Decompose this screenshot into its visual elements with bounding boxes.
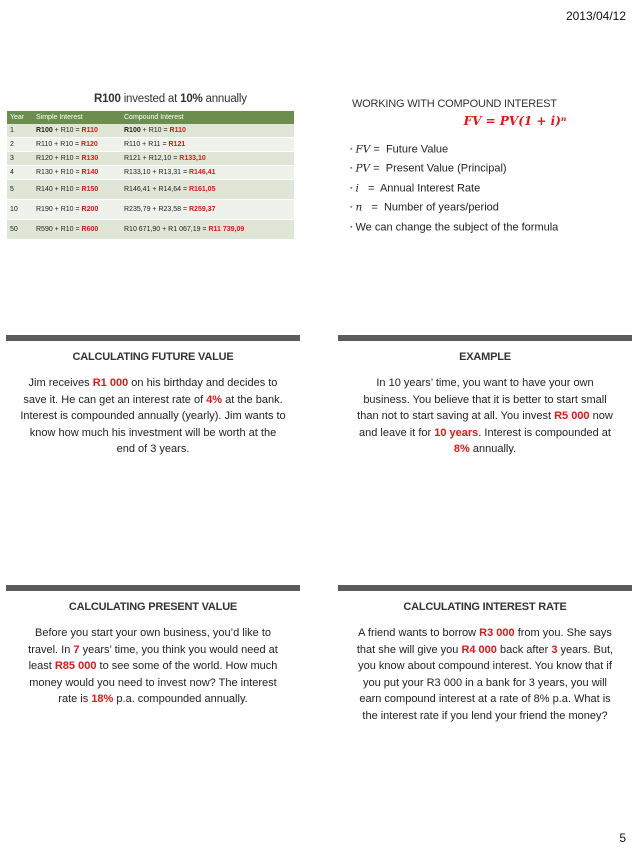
cell-result: R11 739,09	[208, 226, 245, 233]
list-item	[350, 198, 632, 217]
table-row	[7, 138, 294, 152]
list-item	[350, 140, 632, 159]
interest-table	[7, 111, 294, 240]
cell-calc: + R10 =	[52, 127, 82, 134]
slide-interest-rate	[338, 585, 632, 751]
title-rate: 10%	[180, 93, 203, 105]
highlight-rate: 8%	[453, 443, 470, 455]
cell-calc: R590 + R10 =	[36, 226, 82, 233]
cell-result: R110	[169, 127, 186, 134]
cell-calc: R133,10 + R13,31 =	[124, 169, 189, 176]
slide-interest-table	[6, 85, 300, 251]
slide-top-bar	[338, 585, 632, 591]
slide-title	[6, 93, 300, 105]
text-part: years. But, you know about compound interest. You know that if you put your R3 000 in a bank for 3 years, you will earn compound interest at a rate of 8% p.a. What is the interest rate if you lend your friend the money?	[358, 643, 614, 722]
cell-compound	[121, 200, 294, 220]
slide-title: EXAMPLE	[459, 351, 511, 363]
text-part: annually.	[469, 443, 517, 455]
text-part: on his birthday and decides to save it. He can get an interest rate of	[23, 377, 278, 406]
cell-result: R120	[81, 141, 98, 148]
table-row	[7, 220, 294, 240]
slide-future-value	[6, 335, 300, 501]
text-part: A friend wants to borrow	[358, 627, 480, 639]
text-part: from you. She says that she will give you	[356, 627, 612, 656]
table-row	[7, 152, 294, 166]
cell-calc: R235,79 + R23,58 =	[124, 206, 189, 213]
cell-principal: R100	[124, 127, 141, 134]
header-year: Year	[7, 111, 33, 124]
slide-title: CALCULATING PRESENT VALUE	[68, 601, 238, 613]
cell-compound	[121, 152, 294, 166]
text-part: years’ time, you think you would need at least	[28, 643, 278, 672]
cell-compound	[121, 124, 294, 138]
cell-simple	[33, 138, 121, 152]
term-description: = Number of years/period	[362, 201, 499, 214]
slide-body	[338, 375, 632, 458]
text-part: Before you start your own business, you’d like to travel. In	[28, 627, 271, 656]
term-description: = Annual Interest Rate	[358, 182, 481, 195]
cell-principal: R100	[36, 127, 53, 134]
cell-compound	[121, 220, 294, 240]
cell-compound	[121, 138, 294, 152]
cell-result: R146,41	[189, 169, 216, 176]
print-date: 2013/04/12	[565, 9, 626, 23]
highlight-rate: 4%	[206, 393, 223, 406]
list-item	[350, 218, 632, 237]
table-row	[7, 200, 294, 220]
table-row	[7, 166, 294, 180]
highlight-years: 7	[73, 643, 80, 656]
cell-year: 1	[7, 124, 33, 138]
term-variable: i	[355, 182, 359, 195]
cell-calc: R146,41 + R14,64 =	[124, 186, 189, 193]
cell-calc: R121 + R12,10 =	[124, 155, 180, 162]
cell-compound	[121, 166, 294, 180]
formula-terms-list	[350, 140, 632, 237]
cell-result: R150	[81, 186, 99, 193]
cell-simple	[33, 124, 121, 138]
cell-year: 10	[7, 200, 33, 220]
cell-simple	[33, 152, 121, 166]
cell-result: R200	[81, 206, 99, 213]
cell-calc: R140 + R10 =	[36, 186, 82, 193]
text-part: . Interest is compounded at	[478, 426, 611, 439]
text-part: to see some of the world. How much money would you need to invest now? The interest rate is	[29, 660, 278, 705]
text-part: Jim receives	[28, 377, 93, 389]
cell-simple	[33, 220, 121, 240]
header-compound: Compound Interest	[121, 111, 294, 124]
cell-calc: R130 + R10 =	[36, 169, 82, 176]
slide-present-value	[6, 585, 300, 751]
highlight-amount: R85 000	[54, 660, 97, 672]
slide-title: CALCULATING INTEREST RATE	[403, 601, 567, 613]
term-description: = Future Value	[370, 143, 449, 156]
slide-example	[338, 335, 632, 501]
title-mid: invested at	[120, 93, 181, 105]
slide-body	[6, 375, 300, 458]
slide-title: CALCULATING FUTURE VALUE	[72, 351, 234, 363]
highlight-amount: R3 000	[479, 627, 515, 639]
table-row	[7, 124, 294, 138]
slide-top-bar	[338, 335, 632, 341]
text-part: In 10 years’ time, you want to have your own business. You believe that it is better to start small than not to start saving at all. You invest	[357, 377, 607, 422]
list-item	[350, 159, 632, 178]
page-number: 5	[619, 831, 626, 845]
text-part: p.a. compounded annually.	[113, 693, 248, 705]
cell-result: R110	[81, 127, 98, 134]
cell-result: R259,37	[189, 206, 216, 213]
cell-year: 5	[7, 180, 33, 200]
cell-result: R161,05	[189, 186, 216, 193]
highlight-amount: R1 000	[92, 377, 129, 389]
cell-year: 50	[7, 220, 33, 240]
slide-body	[6, 625, 300, 708]
term-variable: FV	[355, 143, 371, 156]
table-row	[7, 180, 294, 200]
cell-result: R600	[81, 226, 99, 233]
text-part: now and leave it for	[359, 410, 613, 439]
term-description: We can change the subject of the formula	[355, 221, 559, 234]
highlight-amount: R5 000	[554, 410, 590, 422]
slide-top-bar	[6, 335, 300, 341]
cell-calc: + R10 =	[140, 127, 170, 134]
cell-year: 3	[7, 152, 33, 166]
title-amount: R100	[94, 93, 121, 105]
cell-calc: R120 + R10 =	[36, 155, 82, 162]
highlight-rate: 18%	[91, 693, 114, 705]
term-variable: n	[355, 201, 363, 214]
highlight-years: 3	[551, 643, 558, 656]
cell-calc: R110 + R10 =	[36, 141, 82, 148]
term-variable: PV	[355, 162, 371, 175]
cell-calc: R10 671,90 + R1 067,19 =	[124, 226, 209, 233]
cell-simple	[33, 180, 121, 200]
cell-compound	[121, 180, 294, 200]
cell-result: R133,10	[179, 155, 206, 162]
cell-year: 4	[7, 166, 33, 180]
cell-result: R130	[81, 155, 99, 162]
formula: FV = PV(1 + i)ⁿ	[463, 114, 567, 128]
list-item	[350, 179, 632, 198]
table-header-row	[7, 111, 294, 124]
cell-calc: R190 + R10 =	[36, 206, 82, 213]
slide-title: WORKING WITH COMPOUND INTEREST	[352, 98, 557, 110]
cell-year: 2	[7, 138, 33, 152]
highlight-amount: R4 000	[461, 643, 497, 656]
text-part: back after	[496, 643, 552, 656]
cell-calc: R110 + R11 =	[124, 141, 169, 148]
cell-result: R140	[81, 169, 99, 176]
cell-simple	[33, 166, 121, 180]
term-description: = Present Value (Principal)	[370, 162, 507, 175]
slide-compound-formula	[338, 85, 632, 251]
title-end: annually	[202, 93, 247, 105]
header-simple: Simple Interest	[33, 111, 121, 124]
slide-body	[338, 625, 632, 724]
cell-result: R121	[168, 141, 186, 148]
highlight-years: 10 years	[434, 426, 479, 439]
slide-top-bar	[6, 585, 300, 591]
text-part: at the bank. Interest is compounded annually (yearly). Jim wants to know how much his investment will be worth at the end of 3 years.	[20, 393, 286, 455]
cell-simple	[33, 200, 121, 220]
